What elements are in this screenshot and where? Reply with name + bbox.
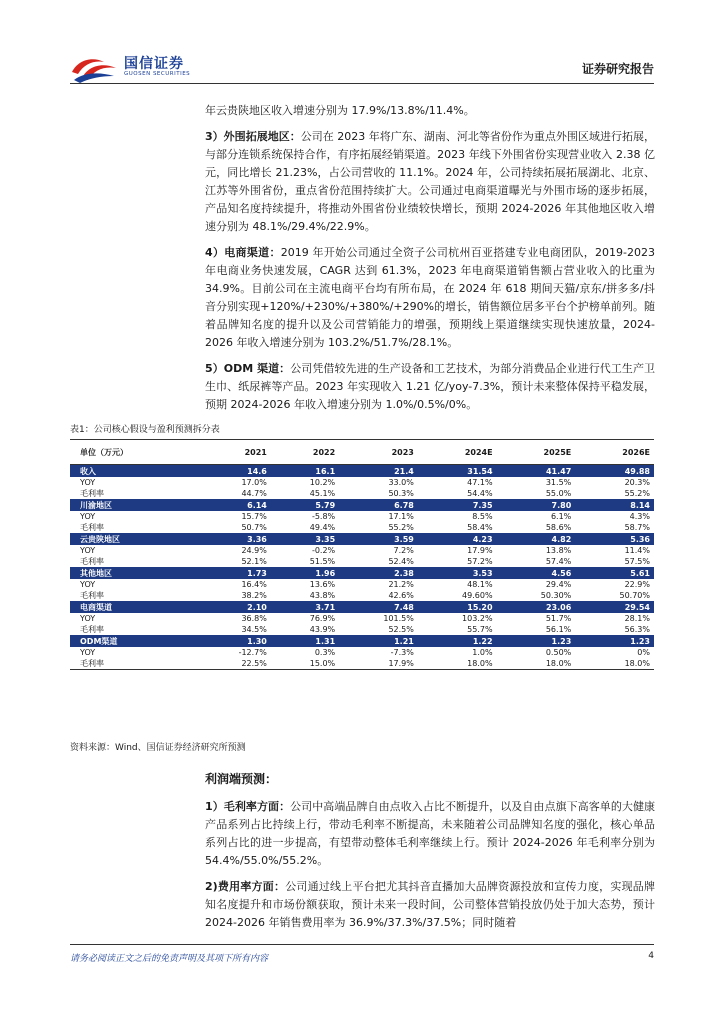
table-cell: 44.7%	[241, 489, 267, 498]
paragraph-heading: 2)费用率方面：	[205, 880, 286, 893]
table-cell: 5.36	[575, 533, 654, 545]
row-label: 云贵陕地区	[70, 533, 197, 545]
table-cell: 1.31	[271, 635, 339, 647]
table-cell: 1.73	[197, 567, 271, 579]
table-cell: 6.1%	[550, 512, 572, 521]
row-label: 川渝地区	[70, 499, 197, 511]
table-title: 表1：公司核心假设与盈利预测拆分表	[70, 425, 220, 435]
table-row	[70, 658, 654, 670]
table-cell: 3.36	[197, 533, 271, 545]
guosen-logo-icon	[70, 50, 118, 84]
row-label: YOY	[80, 648, 96, 657]
paragraph-text: 公司中高端品牌自由点收入占比不断提升，以及自由点旗下高客单的大健康产品系列占比持续上行，带动毛利率不断提高，未来随着公司品牌知名度的强化，核心单品系列占比的进一步提高，有望带动整体毛利率继续上行。预计 2024-2026 年毛利率分别为 54.4%/55.0%/55.2%。	[205, 800, 655, 867]
table-row	[70, 624, 654, 635]
table-cell: 45.1%	[309, 489, 336, 498]
table-row	[70, 579, 654, 590]
table-cell: 1.23	[575, 635, 654, 647]
paragraph-text: 2019 年开始公司通过全资子公司杭州百亚搭建专业电商团队，2019-2023 年电商业务快速发展，CAGR 达到 61.3%，2023 年电商渠道销售额占营业收入的比重为 34.9%。目前公司在主流电商平台均有所布局，在 2024 年 618 期间天猫/京东/拼多多/抖音分别实现+120%/+230%/+380%/+290%的增长，销售额位居多平台个护榜单前列。随着品牌知名度的提升以及公司营销能力的增强，预期线上渠道继续实现快速放量，2024-2026 年收入增速分别为 103.2%/51.7%/28.1%。	[205, 246, 656, 349]
table-cell: 58.4%	[467, 523, 493, 532]
segment-row	[70, 601, 654, 613]
table-cell: 23.06	[497, 601, 576, 613]
table-cell: 16.1	[271, 465, 339, 478]
table-cell: 2.38	[339, 567, 418, 579]
table-cell: 1.0%	[472, 648, 493, 657]
table-cell: 48.1%	[467, 580, 493, 589]
row-label: YOY	[80, 512, 96, 521]
table-cell: 55.2%	[624, 489, 650, 498]
table-cell: 50.30%	[540, 591, 572, 600]
table-cell: 31.54	[418, 465, 497, 478]
table-cell: 50.3%	[388, 489, 414, 498]
table-cell: 18.0%	[418, 658, 497, 670]
body-text	[205, 102, 655, 422]
table-cell: 18.0%	[497, 658, 576, 670]
table-cell: 103.2%	[462, 614, 493, 623]
table-cell: 55.0%	[545, 489, 572, 498]
table-cell: 3.35	[271, 533, 339, 545]
table-cell: 3.71	[271, 601, 339, 613]
table-cell: 5.79	[271, 499, 339, 511]
table-cell: 17.0%	[241, 478, 267, 487]
table-cell: 4.82	[497, 533, 576, 545]
table-source-note: 资料来源：Wind、国信证券经济研究所预测	[70, 743, 246, 753]
table-cell: 33.0%	[388, 478, 414, 487]
row-label: 电商渠道	[70, 601, 197, 613]
table-cell: 56.1%	[545, 625, 572, 634]
table-cell: 41.47	[497, 465, 576, 478]
paragraph-outer-regions	[205, 128, 655, 236]
segment-row	[70, 465, 654, 478]
table-row	[70, 522, 654, 533]
table-cell: 18.0%	[575, 658, 654, 670]
table-cell: 28.1%	[624, 614, 650, 623]
table-cell: -5.8%	[311, 512, 336, 521]
table-cell: 34.5%	[241, 625, 267, 634]
forecast-table	[70, 439, 654, 670]
table-cell: 6.78	[339, 499, 418, 511]
table-cell: 8.14	[575, 499, 654, 511]
table-cell: -7.3%	[390, 648, 414, 657]
row-label: 毛利率	[80, 591, 104, 600]
row-label: YOY	[80, 546, 96, 555]
table-cell: 58.7%	[624, 523, 650, 532]
paragraph-yungui-tail: 年云贵陕地区收入增速分别为 17.9%/13.8%/11.4%。	[205, 104, 475, 117]
paragraph-text: 公司在 2023 年将广东、湖南、河北等省份作为重点外围区域进行拓展，与部分连锁系统保持合作，有序拓展经销渠道。2023 年线下外围省份实现营业收入 2.38 亿元，同比增长 21.23%，占公司营收的 11.1%。2024 年，公司持续拓展拓展湖北、北京、江苏等外围省份，重点省份范围持续扩大。公司通过电商渠道曝光与外围市场的逐步拓展，产品知名度持续提升，将推动外围省份业绩较快增长，预期 2024-2026 年其他地区收入增速分别为 48.1%/29.4%/22.9%。	[205, 130, 655, 233]
table-header-row	[70, 440, 654, 465]
table-cell: 0.50%	[545, 648, 572, 657]
header-cell: 2023	[339, 440, 418, 465]
table-cell: 2.10	[197, 601, 271, 613]
table-cell: 29.54	[575, 601, 654, 613]
table-cell: 43.9%	[309, 625, 336, 634]
table-cell: 15.20	[418, 601, 497, 613]
table-cell: 58.6%	[545, 523, 572, 532]
table-cell: 76.9%	[309, 614, 336, 623]
row-label: 毛利率	[70, 658, 197, 670]
table-cell: 6.14	[197, 499, 271, 511]
row-label: 毛利率	[80, 625, 104, 634]
paragraph-heading: 5）ODM 渠道：	[205, 362, 291, 375]
table-cell: 51.5%	[309, 557, 336, 566]
table-cell: 15.7%	[241, 512, 267, 521]
row-label: YOY	[80, 478, 96, 487]
footer-divider	[70, 944, 654, 945]
table-cell: 57.4%	[545, 557, 572, 566]
table-cell: 43.8%	[309, 591, 336, 600]
table-cell: 17.9%	[339, 658, 418, 670]
paragraph-odm	[205, 360, 655, 414]
report-type-label: 证券研究报告	[581, 62, 654, 76]
table-cell: 0.3%	[314, 648, 336, 657]
header-cell: 2025E	[497, 440, 576, 465]
table-cell: 5.61	[575, 567, 654, 579]
table-cell: 4.3%	[629, 512, 650, 521]
table-row	[70, 477, 654, 488]
row-label: ODM渠道	[70, 635, 197, 647]
table-cell: 24.9%	[241, 546, 267, 555]
logo-text-cn: 国信证券	[124, 56, 184, 72]
table-cell: 55.2%	[388, 523, 414, 532]
table-cell: 7.35	[418, 499, 497, 511]
table-cell: 1.30	[197, 635, 271, 647]
table-cell: 38.2%	[241, 591, 267, 600]
header-cell: 2024E	[418, 440, 497, 465]
paragraph-heading: 1）毛利率方面：	[205, 800, 291, 813]
header-cell: 2021	[197, 440, 271, 465]
table-cell: 52.5%	[388, 625, 414, 634]
table-cell: 13.6%	[309, 580, 336, 589]
row-label: YOY	[80, 614, 96, 623]
segment-row	[70, 533, 654, 545]
segment-row	[70, 499, 654, 511]
table-cell: 101.5%	[383, 614, 414, 623]
table-cell: 17.1%	[388, 512, 414, 521]
table-cell: 57.2%	[467, 557, 493, 566]
table-cell: 4.23	[418, 533, 497, 545]
table-cell: 10.2%	[309, 478, 336, 487]
table-cell: 42.6%	[388, 591, 414, 600]
table-cell: -12.7%	[238, 648, 267, 657]
table-cell: 8.5%	[472, 512, 493, 521]
table-cell: 16.4%	[241, 580, 267, 589]
table-cell: 20.3%	[624, 478, 650, 487]
table-cell: 57.5%	[624, 557, 650, 566]
header-cell: 2022	[271, 440, 339, 465]
row-label: 其他地区	[70, 567, 197, 579]
table-cell: 15.0%	[271, 658, 339, 670]
logo-text-en: GUOSEN SECURITIES	[124, 71, 191, 77]
table-cell: 29.4%	[545, 580, 572, 589]
table-cell: 49.88	[575, 465, 654, 478]
paragraph-text: 公司凭借较先进的生产设备和工艺技术，为部分消费品企业进行代工生产卫生巾、纸尿裤等产品。2023 年实现收入 1.21 亿/yoy-7.3%，预计未来整体保持平稳发展，预期 2024-2026 年收入增速分别为 1.0%/0.5%/0%。	[205, 362, 655, 411]
table-cell: 47.1%	[467, 478, 493, 487]
table-cell: 49.4%	[309, 523, 336, 532]
table-cell: 4.56	[497, 567, 576, 579]
row-label: 毛利率	[80, 523, 104, 532]
table-row	[70, 511, 654, 522]
header-cell: 2026E	[575, 440, 654, 465]
segment-row	[70, 635, 654, 647]
paragraph-expense-ratio	[205, 878, 655, 932]
table-cell: 50.70%	[619, 591, 650, 600]
paragraph-gross-margin	[205, 798, 655, 870]
table-cell: -0.2%	[311, 546, 336, 555]
header-divider	[70, 83, 654, 84]
table-cell: 1.23	[497, 635, 576, 647]
row-label: 收入	[70, 465, 197, 478]
table-cell: 3.59	[339, 533, 418, 545]
table-row	[70, 647, 654, 658]
table-cell: 54.4%	[467, 489, 493, 498]
table-cell: 49.60%	[462, 591, 493, 600]
footer-disclaimer: 请务必阅读正文之后的免责声明及其项下所有内容	[70, 954, 269, 964]
table-cell: 22.5%	[197, 658, 271, 670]
table-cell: 52.4%	[388, 557, 414, 566]
section-title: 利润端预测：	[205, 772, 278, 786]
table-cell: 52.1%	[241, 557, 267, 566]
table-cell: 1.22	[418, 635, 497, 647]
table-cell: 21.2%	[388, 580, 414, 589]
table-cell: 7.2%	[393, 546, 414, 555]
paragraph-ecommerce	[205, 244, 655, 352]
header-cell: 单位（万元）	[70, 440, 197, 465]
row-label: 毛利率	[80, 557, 104, 566]
table-cell: 36.8%	[241, 614, 267, 623]
table-row	[70, 545, 654, 556]
table-row	[70, 556, 654, 567]
row-label: YOY	[80, 580, 96, 589]
table-cell: 13.8%	[545, 546, 572, 555]
segment-row	[70, 567, 654, 579]
profit-forecast-section	[205, 770, 655, 940]
table-cell: 31.5%	[545, 478, 572, 487]
table-cell: 51.7%	[545, 614, 572, 623]
page-header	[0, 0, 724, 86]
table-row	[70, 590, 654, 601]
page-number: 4	[648, 951, 654, 961]
table-cell: 55.7%	[467, 625, 493, 634]
table-cell: 3.53	[418, 567, 497, 579]
paragraph-heading: 4）电商渠道：	[205, 246, 281, 259]
table-cell: 21.4	[339, 465, 418, 478]
table-cell: 17.9%	[467, 546, 493, 555]
row-label: 毛利率	[80, 489, 104, 498]
table-cell: 7.48	[339, 601, 418, 613]
table-cell: 7.80	[497, 499, 576, 511]
table-cell: 50.7%	[241, 523, 267, 532]
table-row	[70, 613, 654, 624]
paragraph-heading: 3）外围拓展地区：	[205, 130, 301, 143]
paragraph-text: 公司通过线上平台把尤其抖音直播加大品牌资源投放和宣传力度，实现品牌知名度提升和市场份额获取，预计未来一段时间，公司整体营销投放仍处于加大态势，预计 2024-2026 年销售费用率为 36.9%/37.3%/37.5%；同时随着	[205, 880, 656, 929]
table-cell: 56.3%	[624, 625, 650, 634]
table-cell: 1.21	[339, 635, 418, 647]
table-row	[70, 488, 654, 499]
table-cell: 11.4%	[624, 546, 650, 555]
table-cell: 0%	[637, 648, 650, 657]
table-cell: 14.6	[197, 465, 271, 478]
table-cell: 22.9%	[624, 580, 650, 589]
table-cell: 1.96	[271, 567, 339, 579]
